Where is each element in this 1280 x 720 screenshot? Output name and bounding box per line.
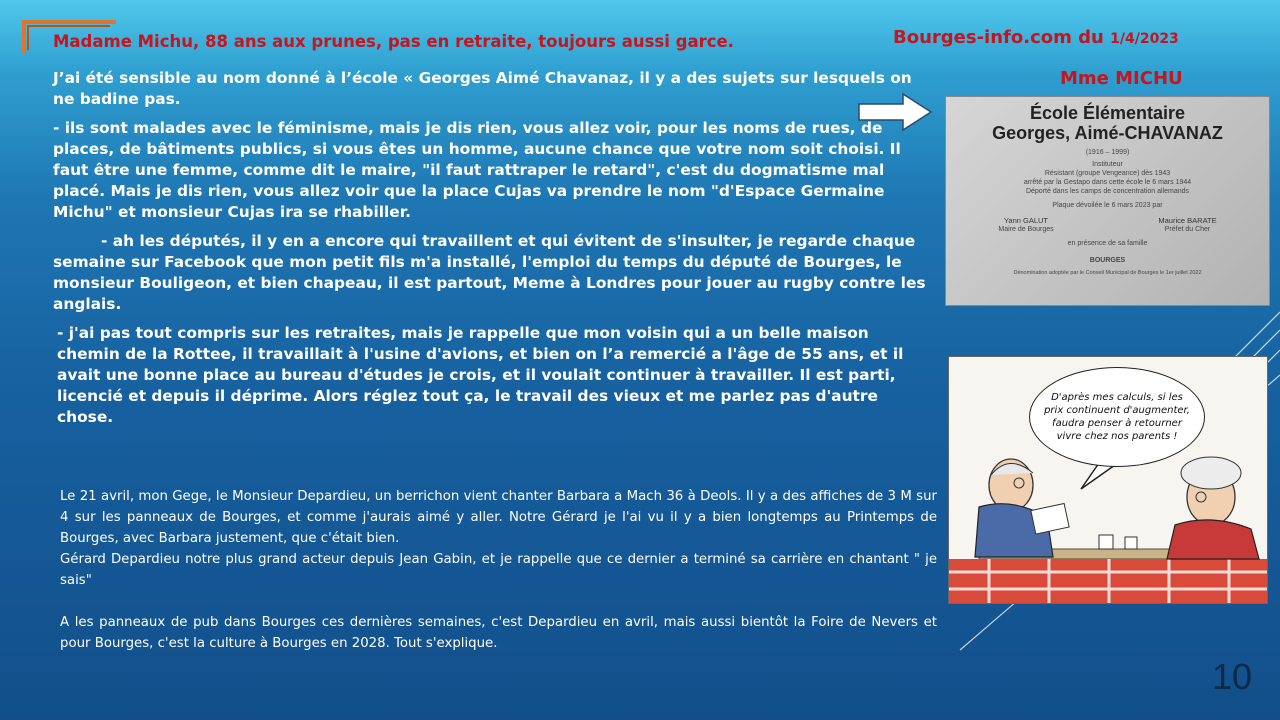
plaque-title-right: Préfet du Cher bbox=[1164, 226, 1211, 233]
main-text bbox=[53, 68, 933, 436]
plaque-dates: (1916 – 1999) bbox=[1085, 149, 1130, 156]
page-number: 10 bbox=[1212, 656, 1253, 697]
plaque-names bbox=[946, 216, 1269, 234]
cartoon-speech-bubble: D'après mes calculs, si les prix continuent d'augmenter, faudra penser à retourner vivre chez nos parents ! bbox=[1029, 367, 1205, 467]
plaque-detail: arrêté par la Gestapo dans cette école le 6 mars 1944 bbox=[1023, 179, 1192, 186]
plaque-line1: École Élémentaire bbox=[1029, 103, 1186, 123]
secondary-paragraph: A les panneaux de pub dans Bourges ces dernières semaines, c'est Depardieu en avril, mais aussi bientôt la Foire de Nevers et pour Bourges, c'est la culture à Bourges en 2028. Tout s'explique. bbox=[60, 615, 937, 651]
main-paragraph: - ah les députés, il y en a encore qui travaillent et qui évitent de s'insulter, je regarde chaque semaine sur Facebook que mon petit fils m'a installé, l'emploi du temps du député de Bourges, le monsieur Bouligeon, et bien chapeau, il est partout, Meme à Londres pour jouer au rugby contre les anglais. bbox=[53, 232, 926, 313]
plaque-footer: Dénomination adoptée par le Conseil Municipal de Bourges le 1er juillet 2022 bbox=[1013, 270, 1202, 276]
plaque-city: BOURGES bbox=[1089, 257, 1126, 264]
cartoon-image bbox=[948, 356, 1268, 604]
slide-title: Madame Michu, 88 ans aux prunes, pas en retraite, toujours aussi garce. bbox=[53, 32, 734, 51]
main-paragraph: - ils sont malades avec le féminisme, mais je dis rien, vous allez voir, pour les noms de rues, de places, de bâtiments publics, si vous êtes un homme, aucune chance que votre nom soit choisi. Il faut être une femme, comme dit le maire, "il faut rattraper le retard", c'est du dogmatisme mal placé. Mais je dis rien, vous allez voir que la place Cujas va prendre le nom "d'Espace Germaine Michu" et monsieur Cujas ira se rhabiller. bbox=[53, 119, 901, 221]
source-site: Bourges-info.com du bbox=[893, 27, 1104, 48]
plaque-detail: Résistant (groupe Vengeance) dès 1943 bbox=[1044, 170, 1171, 177]
secondary-text bbox=[60, 486, 937, 654]
source-date: 1/4/2023 bbox=[1110, 31, 1179, 47]
plaque-line2: Georges, Aimé-CHAVANAZ bbox=[992, 123, 1223, 143]
main-paragraph: J’ai été sensible au nom donné à l’école « Georges Aimé Chavanaz, il y a des sujets sur lesquels on ne badine pas. bbox=[53, 69, 912, 108]
secondary-paragraph: Le 21 avril, mon Gege, le Monsieur Depardieu, un berrichon vient chanter Barbara a Mach 36 à Deols. Il y a des affiches de 3 M sur 4 sur les panneaux de Bourges, et comme j'aurais aimé y aller. Notre Gérard je l'ai vu il y a bien longtemps au Printemps de Bourges, avec Barbara justement, que c'était bien. bbox=[60, 489, 937, 546]
plaque-role: Instituteur bbox=[1092, 161, 1123, 168]
plaque-unveiled: Plaque dévoilée le 6 mars 2023 par bbox=[1052, 202, 1163, 209]
main-paragraph: - j'ai pas tout compris sur les retraites, mais je rappelle que mon voisin qui a un belle maison chemin de la Rottee, il travaillait à l'usine d'avions, et bien on l’a remercié a l'âge de 55 ans, et il avait une bonne place au bureau d'études je crois, et il voulait continuer à travailler. Il est parti, licencié et depuis il déprime. Alors réglez tout ça, le travail des vieux et me parlez pas d'autre chose. bbox=[57, 324, 904, 426]
plaque-name-left: Yann GALUT bbox=[1003, 216, 1049, 225]
secondary-paragraph: Gérard Depardieu notre plus grand acteur depuis Jean Gabin, et je rappelle que ce dernier a terminé sa carrière en chantant " je sais" bbox=[60, 552, 937, 588]
plaque-detail: Déporté dans les camps de concentration allemands bbox=[1025, 188, 1190, 195]
source-line bbox=[893, 27, 1179, 48]
school-plaque-photo bbox=[945, 96, 1270, 306]
author-name: Mme MICHU bbox=[1060, 68, 1183, 89]
plaque-family: en présence de sa famille bbox=[1067, 240, 1148, 247]
plaque-title-left: Maire de Bourges bbox=[998, 226, 1054, 233]
plaque-name-right: Maurice BARATE bbox=[1158, 216, 1217, 225]
